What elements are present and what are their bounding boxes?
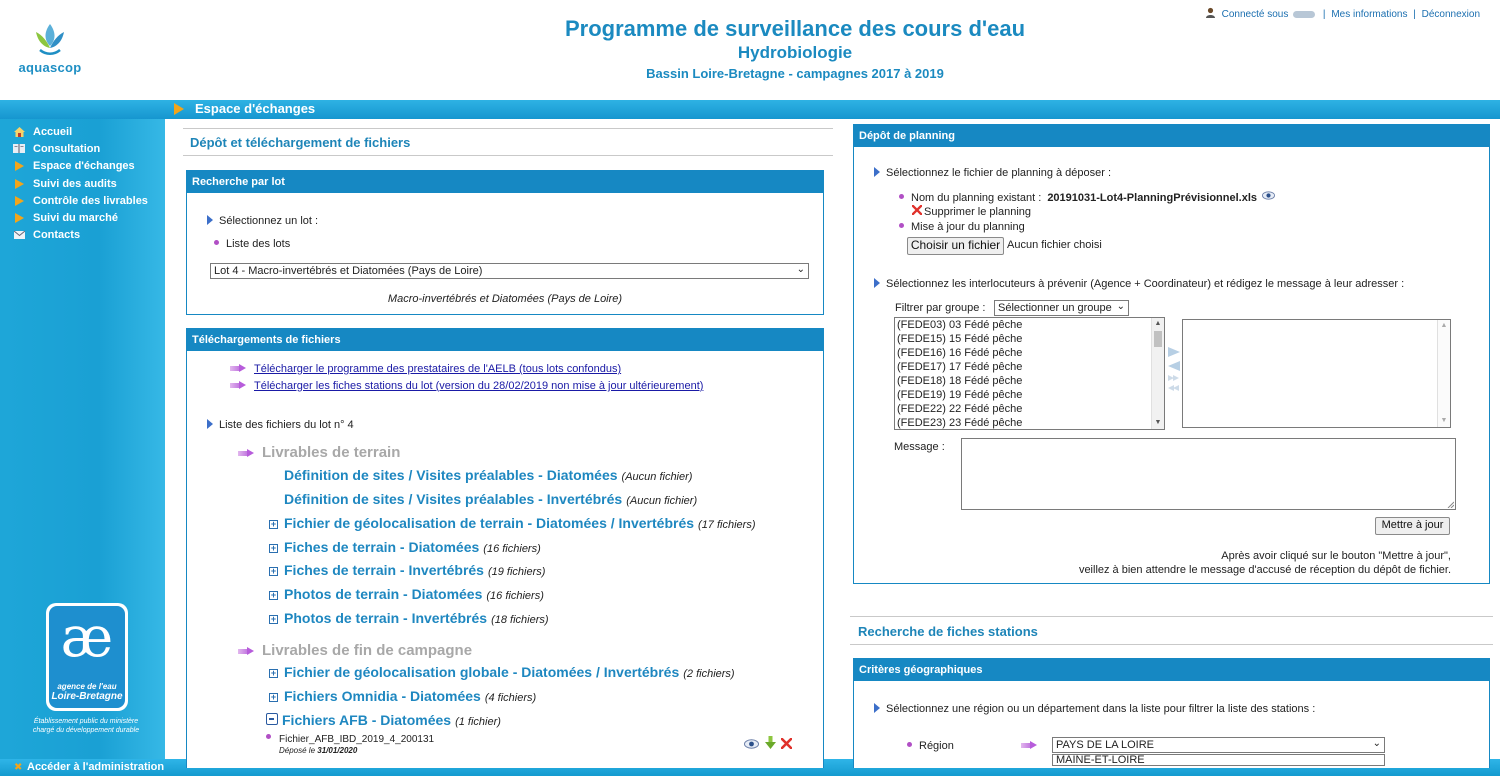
- group-title: Livrables de terrain: [262, 444, 401, 461]
- update-planning-label: Mise à jour du planning: [911, 221, 1025, 233]
- tree-item-label: Fichiers AFB - Diatomées: [282, 712, 452, 728]
- lot-search-panel: [186, 170, 824, 315]
- tree-item-count: (16 fichiers): [483, 543, 541, 555]
- list-item[interactable]: (FEDE03) 03 Fédé pêche: [897, 319, 1023, 331]
- file-deposited-date: 31/01/2020: [317, 746, 358, 755]
- tree-item: [284, 467, 692, 483]
- department-select-value: MAINE-ET-LOIRE: [1056, 754, 1145, 766]
- expand-icon[interactable]: +: [270, 668, 277, 678]
- arrow-icon: [12, 213, 26, 224]
- view-icon[interactable]: [744, 739, 759, 749]
- tree-item-label: Définition de sites / Visites préalables - Invertébrés: [284, 491, 623, 507]
- list-item[interactable]: (FEDE23) 23 Fédé pêche: [897, 417, 1023, 429]
- tree-item[interactable]: [269, 539, 541, 555]
- region-label-row: [907, 740, 954, 752]
- upload-note-line1: Après avoir cliqué sur le bouton "Mettre à jour",: [1221, 550, 1451, 562]
- lot-select-value: Lot 4 - Macro-invertébrés et Diatomées (Pays de Loire): [214, 265, 483, 277]
- sidebar-item-label: Suivi des audits: [33, 177, 117, 190]
- aelb-subtitle: Établissement public du ministère chargé du développement durable: [32, 718, 140, 734]
- tree-item[interactable]: [269, 664, 735, 680]
- arrow-icon: [12, 195, 26, 206]
- move-left-icon[interactable]: [1168, 361, 1180, 371]
- scroll-up-icon[interactable]: ▲: [1440, 322, 1448, 329]
- move-buttons: [1167, 347, 1181, 398]
- sidebar-item-label: Contacts: [33, 229, 81, 242]
- header: [0, 0, 1500, 100]
- filter-label: Filtrer par groupe :: [895, 302, 986, 314]
- sidebar-item-suivi-marche[interactable]: [12, 209, 165, 226]
- list-item[interactable]: (FEDE18) 18 Fédé pêche: [897, 375, 1023, 387]
- tree-item-count: (18 fichiers): [491, 614, 549, 626]
- tree-item-label: Photos de terrain - Invertébrés: [284, 610, 488, 626]
- connected-label: Connecté sous: [1221, 9, 1289, 20]
- files-list-label-text: Liste des fichiers du lot n° 4: [219, 419, 354, 431]
- purple-arrow-icon: [230, 364, 247, 373]
- file-name: Fichier_AFB_IBD_2019_4_200131: [279, 734, 435, 745]
- tree-item-label: Photos de terrain - Diatomées: [284, 586, 483, 602]
- tree-item-label: Fichier de géolocalisation de terrain - Diatomées / Invertébrés: [284, 515, 695, 531]
- list-item[interactable]: (FEDE22) 22 Fédé pêche: [897, 403, 1023, 415]
- prompt-text: Sélectionnez les interlocuteurs à prévenir (Agence + Coordinateur) et rédigez le message à leur adresser :: [886, 278, 1405, 290]
- username-redacted: [1293, 11, 1315, 18]
- tree-item[interactable]: [269, 586, 544, 602]
- bullet-dot-icon: [907, 742, 912, 747]
- move-all-left-icon[interactable]: [1168, 385, 1179, 391]
- aelb-logo[interactable]: [46, 603, 128, 711]
- app-title: Programme de surveillance des cours d'eau: [564, 16, 1026, 41]
- app-subtitle: Hydrobiologie: [737, 43, 853, 62]
- tree-item-label: Fiches de terrain - Diatomées: [284, 539, 480, 555]
- geo-criteria-panel: [853, 658, 1490, 768]
- chevron-down-icon: ⌄: [796, 264, 805, 275]
- connected-link[interactable]: [1222, 9, 1318, 20]
- group-filter-select[interactable]: [994, 300, 1129, 316]
- expand-icon[interactable]: +: [270, 692, 277, 702]
- available-recipients-list[interactable]: [894, 317, 1165, 430]
- selected-recipients-list[interactable]: [1182, 319, 1451, 428]
- bullet-arrow-icon: [874, 167, 880, 177]
- aelb-logo-mark: æ: [60, 605, 114, 670]
- geo-prompt: [874, 703, 1315, 715]
- arrow-icon: [174, 103, 184, 115]
- files-list-label: [207, 419, 354, 431]
- lot-list-label: [214, 238, 290, 250]
- tree-item-count: (16 fichiers): [486, 590, 544, 602]
- panel-header: Téléchargements de fichiers: [187, 329, 823, 351]
- delete-planning-row[interactable]: [912, 205, 1031, 218]
- user-bar: [1205, 7, 1480, 20]
- planning-select-prompt: [874, 167, 1111, 179]
- divider: [850, 644, 1493, 645]
- no-file-text: Aucun fichier choisi: [1007, 239, 1102, 251]
- tree-item-label: Fichiers Omnidia - Diatomées: [284, 688, 481, 704]
- sidebar-item-accueil[interactable]: [12, 123, 165, 140]
- divider: [850, 616, 1493, 617]
- planning-panel: [853, 124, 1490, 584]
- purple-arrow-icon: [238, 647, 255, 656]
- aelb-logo-line1: agence de l'eau: [57, 682, 117, 691]
- region-select-value: PAYS DE LA LOIRE: [1056, 739, 1155, 751]
- sidebar-item-label: Contrôle des livrables: [33, 194, 148, 207]
- sidebar-item-controle-livrables[interactable]: [12, 192, 165, 209]
- page-titles: [0, 16, 1500, 81]
- download-stations-row: [230, 380, 703, 392]
- purple-arrow-icon: [238, 449, 255, 458]
- expand-icon[interactable]: +: [270, 519, 277, 529]
- scroll-down-icon[interactable]: ▼: [1154, 419, 1162, 426]
- user-icon: [1205, 7, 1216, 18]
- purple-arrow-icon: [1021, 741, 1038, 750]
- update-planning-row: [899, 221, 1025, 233]
- collapse-icon[interactable]: [266, 713, 278, 725]
- prompt-text: Sélectionnez une région ou un département dans la liste pour filtrer la liste des stations :: [886, 703, 1316, 715]
- message-label: Message :: [894, 441, 945, 453]
- lot-list-label-text: Liste des lots: [226, 238, 291, 250]
- sidebar-item-contacts[interactable]: [12, 227, 165, 244]
- update-button[interactable]: Mettre à jour: [1375, 517, 1450, 535]
- app-subtitle-campaign: Bassin Loire-Bretagne - campagnes 2017 à 2019: [646, 66, 944, 81]
- purple-arrow-icon: [230, 381, 247, 390]
- list-item[interactable]: (FEDE19) 19 Fédé pêche: [897, 389, 1023, 401]
- list-item[interactable]: (FEDE15) 15 Fédé pêche: [897, 333, 1023, 345]
- admin-icon: ✖: [14, 762, 23, 773]
- arrow-icon: [12, 178, 26, 189]
- book-icon: [12, 143, 26, 154]
- file-deposited: [279, 746, 357, 755]
- tree-item[interactable]: [269, 515, 756, 531]
- download-stations-link[interactable]: Télécharger les fiches stations du lot (version du 28/02/2019 non mise à jour ultérieurement): [254, 380, 704, 392]
- tree-item-count: (2 fichiers): [683, 668, 735, 680]
- separator: |: [1413, 9, 1416, 20]
- sidebar-item-consultation[interactable]: [12, 140, 165, 157]
- tree-item-count: (17 fichiers): [698, 519, 756, 531]
- tree-item[interactable]: [269, 610, 549, 626]
- sidebar-item-espace-echanges[interactable]: [12, 158, 165, 175]
- mail-icon: [12, 230, 26, 241]
- upload-note-line2: veillez à bien attendre le message d'accusé de réception du dépôt de fichier.: [1078, 564, 1451, 576]
- my-info-link[interactable]: Mes informations: [1331, 9, 1408, 20]
- scroll-down-icon[interactable]: ▼: [1440, 417, 1448, 424]
- scrollbar[interactable]: [1151, 318, 1164, 429]
- arrow-icon: [12, 161, 26, 172]
- expand-icon[interactable]: +: [270, 566, 277, 576]
- bullet-arrow-icon: [207, 419, 213, 429]
- sidebar-nav: [0, 119, 165, 244]
- left-section-title: Dépôt et téléchargement de fichiers: [190, 135, 411, 150]
- chevron-down-icon: ⌄: [1116, 301, 1125, 312]
- tree-item: [284, 491, 697, 507]
- group-title: Livrables de fin de campagne: [262, 642, 473, 659]
- choose-file-button[interactable]: Choisir un fichier: [907, 237, 1004, 255]
- tree-item-count: (19 fichiers): [487, 566, 546, 578]
- delete-icon[interactable]: [781, 738, 792, 749]
- tree-item-count: (1 fichier): [455, 716, 501, 728]
- delete-planning-label[interactable]: Supprimer le planning: [924, 206, 1032, 218]
- file-row: [266, 734, 434, 756]
- list-item[interactable]: (FEDE17) 17 Fédé pêche: [897, 361, 1023, 373]
- downloads-panel: [186, 328, 824, 768]
- sidebar-item-label: Accueil: [33, 125, 73, 138]
- move-all-right-icon[interactable]: [1168, 375, 1179, 381]
- chevron-down-icon: ⌄: [1372, 738, 1381, 749]
- existing-planning-row: [899, 191, 1275, 204]
- view-icon[interactable]: [1262, 191, 1275, 200]
- tree-item-label: Fichier de géolocalisation globale - Diatomées / Invertébrés: [284, 664, 680, 680]
- lot-select-prompt-text: Sélectionnez un lot :: [219, 215, 319, 227]
- region-label: Région: [919, 740, 954, 752]
- stations-section-title: Recherche de fiches stations: [858, 624, 1038, 639]
- group-livrables-fin-campagne: [238, 642, 472, 659]
- tree-item-label: Fiches de terrain - Invertébrés: [284, 562, 484, 578]
- list-item[interactable]: (FEDE16) 16 Fédé pêche: [897, 347, 1023, 359]
- region-select[interactable]: [1052, 737, 1385, 753]
- divider: [183, 128, 833, 129]
- upload-note: [1079, 549, 1451, 577]
- lot-select-prompt: [207, 215, 318, 227]
- group-livrables-terrain: [238, 444, 400, 461]
- tree-item-count: (4 fichiers): [484, 692, 537, 704]
- existing-planning-name: 20191031-Lot4-PlanningPrévisionnel.xls: [1047, 192, 1258, 204]
- section-band: [0, 100, 1500, 119]
- download-program-link[interactable]: Télécharger le programme des prestataires de l'AELB (tous lots confondus): [254, 363, 622, 375]
- expand-icon[interactable]: +: [270, 543, 277, 553]
- divider: [183, 155, 833, 156]
- sidebar-item-suivi-audits[interactable]: [12, 175, 165, 192]
- expand-icon[interactable]: +: [270, 614, 277, 624]
- expand-icon[interactable]: +: [270, 590, 277, 600]
- sidebar-item-label: Espace d'échanges: [33, 160, 135, 173]
- file-actions: [744, 736, 792, 752]
- section-band-title: Espace d'échanges: [195, 101, 316, 116]
- tree-item[interactable]: [269, 688, 536, 704]
- lot-select[interactable]: [210, 263, 809, 279]
- department-select[interactable]: [1052, 754, 1385, 766]
- bullet-dot-icon: [214, 240, 219, 245]
- download-program-row: [230, 363, 621, 375]
- prompt-text: Sélectionnez le fichier de planning à déposer :: [886, 167, 1112, 179]
- message-textarea[interactable]: [961, 438, 1456, 510]
- logout-link[interactable]: Déconnexion: [1421, 9, 1480, 20]
- tree-item-label: Définition de sites / Visites préalables - Diatomées: [284, 467, 618, 483]
- move-right-icon[interactable]: [1168, 347, 1180, 357]
- separator: |: [1322, 9, 1326, 20]
- bullet-dot-icon: [899, 223, 904, 228]
- lot-caption: Macro-invertébrés et Diatomées (Pays de Loire): [387, 293, 623, 305]
- logo-text: aquascop: [18, 60, 82, 75]
- admin-link[interactable]: Accéder à l'administration: [27, 761, 165, 773]
- bullet-dot-icon: [899, 194, 904, 199]
- scrollbar[interactable]: [1437, 320, 1450, 427]
- scroll-up-icon[interactable]: ▲: [1154, 320, 1162, 327]
- panel-header: Recherche par lot: [187, 171, 823, 193]
- aelb-logo-line2: Loire-Bretagne: [51, 691, 123, 702]
- existing-planning-label: Nom du planning existant :: [911, 192, 1042, 204]
- bullet-arrow-icon: [874, 278, 880, 288]
- aelb-logo-bg: [49, 606, 125, 708]
- scrollbar-thumb[interactable]: [1154, 331, 1162, 347]
- sidebar-item-label: Suivi du marché: [33, 212, 118, 225]
- download-icon[interactable]: [765, 736, 776, 749]
- panel-header: Critères géographiques: [854, 659, 1489, 681]
- bullet-arrow-icon: [874, 703, 880, 713]
- tree-item-count: (Aucun fichier): [621, 471, 693, 483]
- tree-item-open[interactable]: [266, 712, 501, 728]
- bullet-arrow-icon: [207, 215, 213, 225]
- resize-handle-icon[interactable]: [1447, 501, 1454, 508]
- tree-item[interactable]: [269, 562, 545, 578]
- panel-header: Dépôt de planning: [854, 125, 1489, 147]
- file-deposited-label: Déposé le: [279, 746, 316, 755]
- delete-icon[interactable]: [912, 205, 922, 215]
- sidebar: [0, 119, 165, 759]
- home-icon: [12, 126, 26, 137]
- bullet-dot-icon: [266, 734, 271, 739]
- recipients-prompt: [874, 278, 1404, 290]
- group-filter-value: Sélectionner un groupe: [998, 302, 1112, 314]
- tree-item-count: (Aucun fichier): [626, 495, 698, 507]
- sidebar-item-label: Consultation: [33, 142, 101, 155]
